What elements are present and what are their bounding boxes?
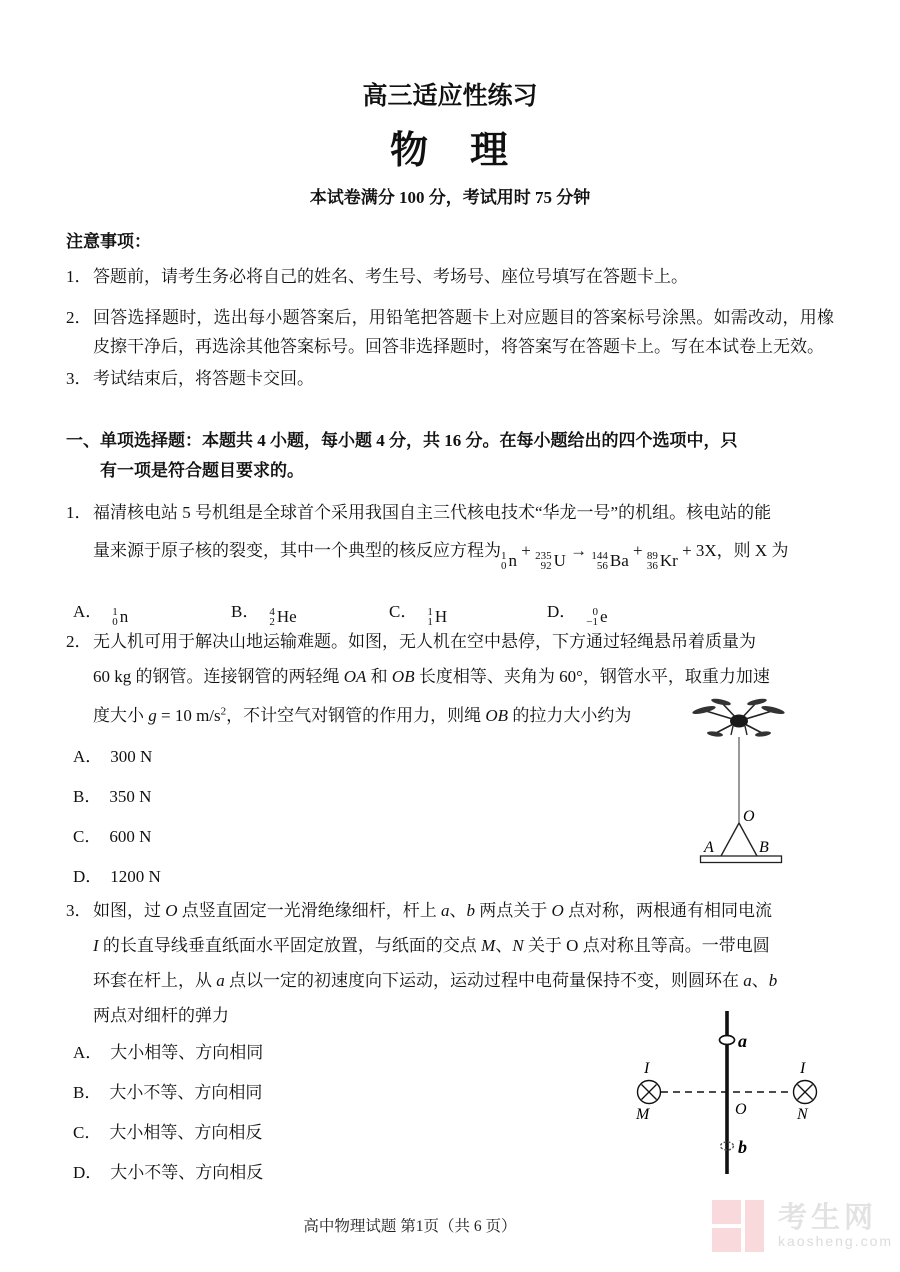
option-value: 1 0 n	[112, 606, 129, 628]
notice-text: 考试结束后，将答题卡交回。	[93, 369, 314, 388]
q3-figure-rod-wires-diagram	[598, 1003, 860, 1185]
question-number: 1．	[66, 503, 92, 522]
label-B: B	[759, 839, 769, 856]
label-O: O	[743, 808, 755, 825]
option-label: D．	[73, 866, 103, 886]
option-value: 4 2 He	[269, 606, 297, 628]
label-O: O	[735, 1101, 747, 1118]
kaosheng-logo-icon	[712, 1200, 768, 1252]
subject-title: 物 理	[389, 130, 510, 172]
option-label: B．	[73, 1083, 102, 1102]
option-value: 1200 N	[110, 866, 161, 886]
exam-subtitle: 本试卷满分 100 分，考试用时 75 分钟	[309, 188, 591, 207]
wire-N-current-into-page	[794, 1081, 817, 1104]
option-value: 600 N	[109, 826, 152, 846]
label-M: M	[636, 1106, 650, 1123]
option-label: A．	[73, 746, 103, 766]
notice-item	[66, 364, 834, 393]
section-heading-text: 单项选择题：本题共 4 小题，每小题 4 分，共 16 分。在每小题给出的四个选项中，只 有一项是符合题目要求的。	[100, 431, 738, 480]
option-label: C．	[389, 602, 418, 621]
question-text: 无人机可用于解决山地运输难题。如图，无人机在空中悬停，下方通过轻绳悬吊着质量为 60 kg 的钢管。连接钢管的两轻绳 OA 和 OB 长度相等、夹角为 60°，钢管水平，取重力加速 度大小 g = 10 $m/s^2$，不计空气对钢管的作用力，则绳 OB 的拉力大小约为	[93, 632, 770, 725]
label-b: b	[738, 1137, 747, 1157]
option-label: C．	[73, 1123, 102, 1142]
exam-header	[66, 82, 834, 210]
notice-number: 1．	[66, 267, 92, 286]
notice-item	[66, 262, 834, 291]
option-label: D．	[73, 1163, 103, 1182]
question-text: 福清核电站 5 号机组是全球首个采用我国自主三代核电技术“华龙一号”的机组。核电站的能 量来源于原子核的裂变，其中一个典型的核反应方程为 1 0 n + 235 92 U → 144 56 Ba + 89 36 Kr + 3X，则 X 为	[93, 503, 789, 572]
option-value: 350 N	[109, 786, 152, 806]
question-1	[66, 494, 834, 632]
option-label: C．	[73, 826, 102, 846]
label-I-left: I	[644, 1060, 650, 1077]
wire-M-current-into-page	[638, 1081, 661, 1104]
question-text: 如图，过 O 点竖直固定一光滑绝缘细杆，杆上 a、b 两点关于 O 点对称，两根通有相同电流 I 的长直导线垂直纸面水平固定放置，与纸面的交点 M、N 关于 O 点对称且等高。一带电圆 环套在杆上，从 a 点以一定的初速度向下运动，运动过程中电荷量保持不变，则圆环在 a、b 两点对细杆的弹力	[93, 901, 778, 1025]
notice-text: 答题前，请考生务必将自己的姓名、考生号、考场号、座位号填写在答题卡上。	[93, 267, 688, 286]
question-number: 3．	[66, 901, 92, 920]
notice-text: 回答选择题时，选出每小题答案后，用铅笔把答题卡上对应题目的答案标号涂黑。如需改动，用橡皮擦干净后，再选涂其他答案标号。回答非选择题时，将答案写在答题卡上。写在本试卷上无效。	[93, 308, 834, 356]
label-I-right: I	[800, 1060, 806, 1077]
option-value: 300 N	[110, 746, 153, 766]
pipe-bar	[701, 856, 782, 863]
option-label: D．	[547, 602, 577, 621]
notice-item	[66, 303, 834, 361]
q2-figure-drone-diagram	[676, 693, 806, 870]
watermark-site-domain: kaosheng.com	[778, 1233, 894, 1249]
drone-icon	[692, 697, 786, 737]
notices-heading: 注意事项：	[66, 232, 151, 251]
sling-ropes	[721, 823, 757, 856]
question-number: 2．	[66, 632, 92, 651]
notice-number: 2．	[66, 308, 92, 327]
label-A: A	[704, 839, 714, 856]
section-one-heading	[66, 426, 834, 486]
option-label: A．	[73, 1043, 103, 1062]
label-a: a	[738, 1031, 747, 1051]
label-N: N	[797, 1106, 808, 1123]
option-label: B．	[73, 786, 102, 806]
option-label: B．	[231, 602, 260, 621]
option-value: 0 −1 e	[586, 606, 608, 628]
option-value: 大小相等、方向相同	[110, 1043, 264, 1062]
option-value: 大小相等、方向相反	[109, 1123, 263, 1142]
option-value: 大小不等、方向相同	[109, 1083, 263, 1102]
option-value: 1 1 H	[427, 606, 448, 628]
section-number: 一、	[66, 431, 100, 450]
notice-number: 3．	[66, 369, 92, 388]
watermark-site-name: 考生网	[778, 1202, 878, 1234]
option-label: A．	[73, 602, 103, 621]
page-footer: 高中物理试题 第1页（共 6 页）	[303, 1218, 517, 1235]
option-value: 大小不等、方向相反	[110, 1163, 264, 1182]
ring-at-a	[720, 1036, 735, 1045]
exam-title: 高三适应性练习	[362, 83, 538, 110]
kaosheng-watermark	[712, 1200, 893, 1252]
notices-section	[66, 230, 834, 393]
